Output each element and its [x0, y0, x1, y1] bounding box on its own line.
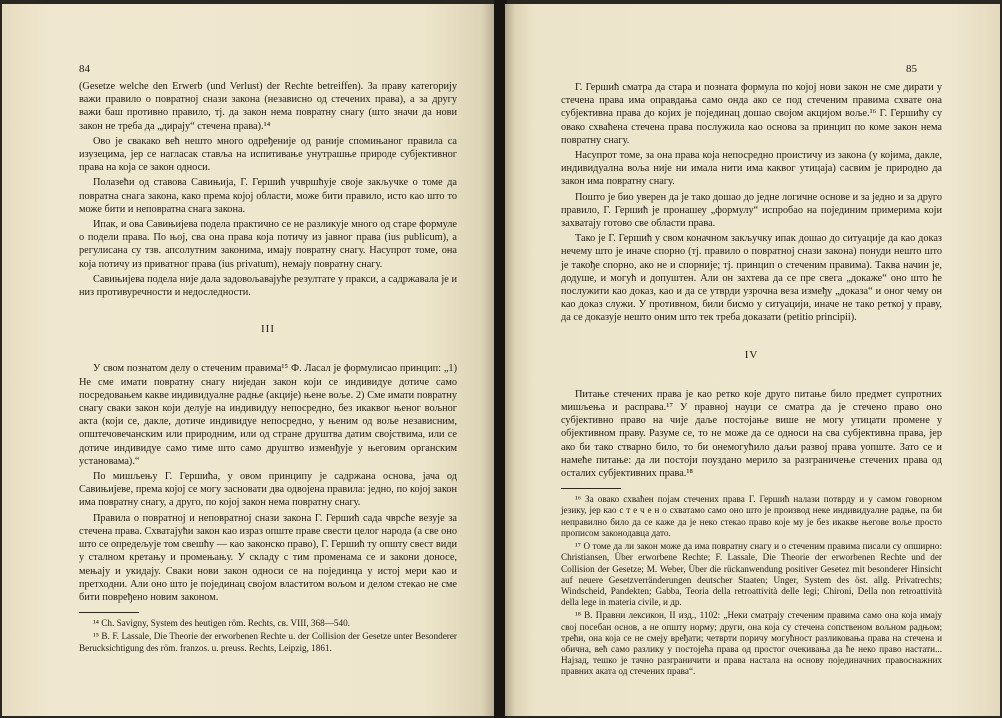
right-page-gutter-shadow — [505, 4, 515, 716]
paragraph: У свом познатом делу о стеченим правима¹⁵ Ф. Ласал је формулисао принцип: „1) Не сме имати повратну снагу ниједан закон који се индивидуе дотиче само посредовањем какве индивидуалне радње (акције) њене воље. 2) Сме имати повратну снагу сваки закон који делује на индивидуу непосредно, без икаквог њеног вољног акта (који се, дакле, дотиче индивидуе непосредно, у њеним од воље независним, општечовечанским или природним, или од стране друштва датим својствима, или се дотиче индивидуе само тиме што само друштво изменђује у његовим органским установама).“ — [79, 363, 457, 467]
footnote: ¹⁴ Ch. Savigny, System des heutigen röm. Rechts, св. VIII, 368—540. — [93, 618, 350, 629]
paragraph: Савињијева подела није дала задовољавајуће резултате у пракси, а садржавала је и низ противуречности и недоследности. — [79, 273, 457, 299]
footnote: ¹⁶ За овако схваћен појам стечених права Г. Гершић налази потврду и у самом говорном језику, јер као с т е ч е н о схватамо само оно што је производ неке индивидуалне радње, па би неправилно било да се каже да је неко стекао право које му је без икакве његове воље просто прописом законодавца дато. — [561, 494, 942, 538]
paragraph: Г. Гершић сматра да стара и позната формула по којој нови закон не сме дирати у стечена права има оправдања само онда ако се под стеченим правима схвате она субјективна права до којих је појединац дошао својом акцијом воље.¹⁶ Г. Гершићу су овако схваћена стечена права послужила као основа за принцип по коме закон нема повратну снагу. — [561, 82, 942, 146]
paragraph: Правила о повратној и неповратној снази закона Г. Гершић сада чврсће везује за стечена права. Схватајући закон као израз опште праве свести целог народа (а све оно што се опредељује том свешћу — као законско право), Г. Гершић ту општу свест види у сталном кретању и промењању. У складу с тим променама се и закони доносе, мењају и укидају. Сваки нови закон односи се на појединца у истој мери као и претходни. Али оно што је појединац својом властитом вољом и делом стекао не сме бити повређено новим законом. — [79, 512, 457, 603]
footnote: ¹⁸ В. Правни лексикон, II изд., 1102: „Неки сматрају стеченим правима само она која имају свој посебан основ, а не општу норму; други, она која су стечена сопственом вољном радњом; трећи, она која се не смеју вређати; четврти поричу могућност разликовања права на стечена и обична, већ само разлику у постојећа права од простог очекивања да ће неко право настати... Најзад, тешко је тачно разграничити и права настала на основу појединачних правоснажних правних аката од стечених права“. — [561, 610, 942, 677]
footnote-rule — [561, 488, 621, 489]
paragraph: Тако је Г. Гершић у свом коначном закључку ипак дошао до ситуације да као доказ нечему што је иначе спорно (тј. правило о повратној снази закона) понуди нешто што је такође спорно, ако не и спорније; тј. принцип о стеченим правима). Таква начин је, додуше, и могућ и допуштен. Али он захтева да се пре свега „докаже“ оно што ће послужити као доказ, као и да се утврди узрочна веза између „доказа“ и оног чему он као доказ служи. У противном, били бисмо у ситуацији, иначе не тако реткој у праву, да се доказује нешто оним што тек треба доказати (petitio principii). — [561, 233, 942, 324]
page-number-left: 84 — [79, 63, 90, 75]
left-page-text — [79, 80, 457, 656]
paragraph: Полазећи од ставова Савињија, Г. Гершић учвршћује своје закључке о томе да повратна снага закона, како према којој области, може бити правило, исто као што то може бити и неповратна снага закона. — [79, 177, 457, 215]
left-page — [2, 4, 496, 716]
paragraph: По мишљењу Г. Гершића, у овом принципу је садржана основа, јача од Савињијеве, према којој се могу засновати два одвојена правила: једно, по којој закон има повратну снагу, а друго, по којој закон нема повратну снагу. — [79, 471, 457, 509]
paragraph: Ово је свакако већ нешто много одређеније од раније спомињаног правила са изузецима, јер се нагласак ставља на испитивање унутрашње природе субјективног права на која се закон односи. — [79, 135, 457, 174]
footnote: ¹⁷ О томе да ли закон може да има повратну снагу и о стеченим правима писали су опширно: Christiansen, Über erworbene Rechte; F. Lassale, Die Theorie der erworbenen Rechte und der Collision der Gesetze; M. Weber, Über die rückanwendung positiver Gesetez mit besonderer Hinsicht auf neuere Gesetzverränderungen deutscher Staaten; Unger, System des öst. allg. Privatrechts; Windscheid, Pandekten; Gabba, Teoria della retroattività delle legi; Chironi, Della non retroattività della lege in materia civile, и др. — [561, 541, 942, 608]
paragraph: Насупрот томе, за она права која непосредно проистичу из закона (у којима, дакле, индивидуална воља није ни имала нити има каквог утицаја) сасвим је природно да закон има повратну снагу. — [561, 150, 942, 188]
page-number-right: 85 — [906, 63, 917, 75]
section-heading: IV — [744, 348, 759, 361]
paragraph: Пошто је био уверен да је тако дошао до једне логичне основе и за једно и за друго правило, Г. Гершић је пронашеу „формулу“ испробао на појединим примерима који захватају готово све области права. — [561, 191, 942, 230]
right-page — [505, 4, 1000, 716]
paragraph: (Gesetze welche den Erwerb (und Verlust) der Rechte betreiffen). За праву категорију важи правило о повратној снази закона (независно од стечених права), а за другу важи баш противно правило, тј. да закон нема повратну снагу (што значи да нови закон не треба да „дирају“ стечена права).¹⁴ — [79, 81, 457, 132]
right-page-text — [561, 81, 942, 680]
footnote: ¹⁵ B. F. Lassale, Die Theorie der erworbenen Rechte u. der Collision der Gesetze unter Besonderer Berucksichtigung des röm. franzos. u. preuss. Rechts, Leipzig, 1861. — [79, 631, 457, 653]
section-heading: III — [261, 323, 275, 336]
footnote-rule — [79, 612, 139, 613]
paragraph: Питање стечених права је као ретко које друго питање било предмет супротних мишљења и расправа.¹⁷ У правној науци се сматра да је стечено право оно субјективно право на чије даље постојање више не могу утицати промене у објективном праву. Разуме се, то не може да се односи на сва субјективна права, јер ако би тако стварно било, то би онемогућило даљи развој права уопште. Зато се и намеће питање: да ли постоји поуздано мерило за разграничење стечених права од осталих субјективних права.¹⁸ — [561, 388, 942, 480]
paragraph: Ипак, и ова Савињијева подела практично се не разликује много од старе формуле о подели права. По њој, сва она права која потичу из јавног права (ius publicum), а регулисана су тзв. апсолутним законима, имају повратну снагу. Насупрот томе, она која потичу из приватног права (ius privatum), немају повратну снагу. — [79, 219, 457, 270]
